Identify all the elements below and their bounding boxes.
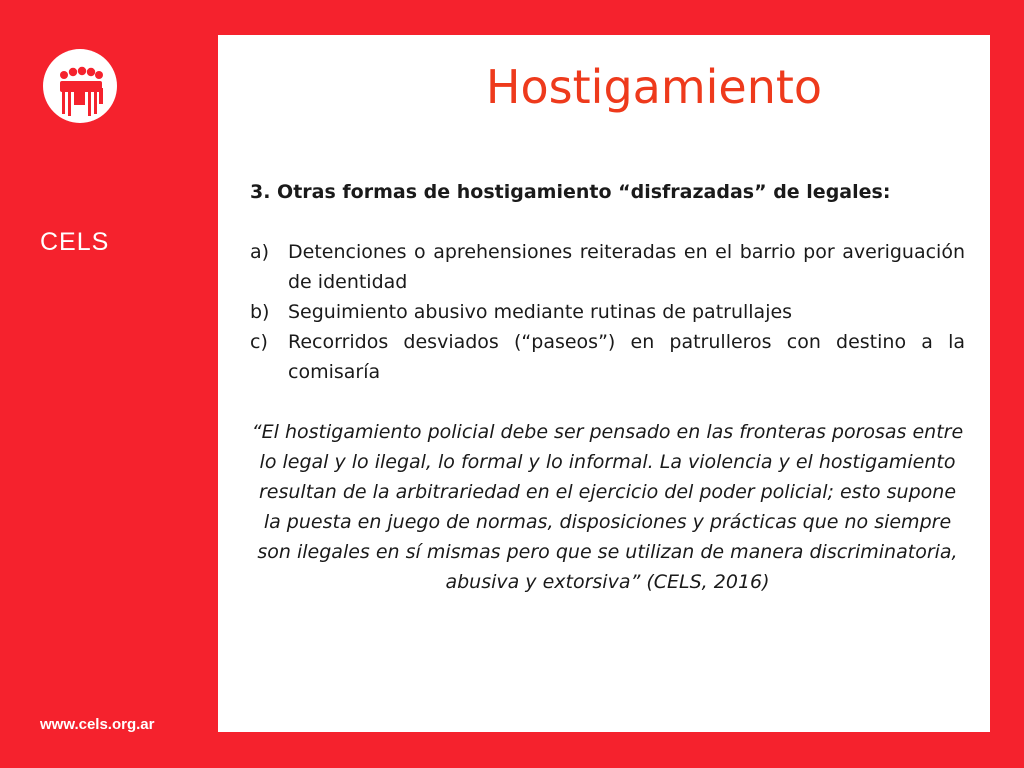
list-marker: c) <box>250 331 268 353</box>
slide-title: Hostigamiento <box>485 60 823 114</box>
sidebar <box>0 0 218 768</box>
list-item <box>250 327 965 387</box>
cels-people-logo-icon <box>42 48 118 124</box>
brand-name: CELS <box>40 228 110 256</box>
forms-list <box>250 237 965 387</box>
slide-body <box>250 177 965 597</box>
list-item-text: Seguimiento abusivo mediante rutinas de patrullajes <box>288 301 793 323</box>
list-item-text: Recorridos desviados (“paseos”) en patrulleros con destino a la comisaría <box>288 331 965 383</box>
list-item-text: Detenciones o aprehensiones reiteradas en el barrio por averiguación de identidad <box>288 241 965 293</box>
citation-quote: “El hostigamiento policial debe ser pensado en las fronteras porosas entre lo legal y lo ilegal, lo formal y lo informal. La violencia y el hostigamiento resultan de la arbitrariedad en el ejercicio del poder policial; esto supone la puesta en juego de normas, disposiciones y prácticas que no siempre son ilegales en sí mismas pero que se utilizan de manera discriminatoria, abusiva y extorsiva” (CELS, 2016) <box>251 421 964 593</box>
list-marker: b) <box>250 301 270 323</box>
section-heading: 3. Otras formas de hostigamiento “disfrazadas” de legales: <box>250 181 891 203</box>
website-link[interactable]: www.cels.org.ar <box>40 716 155 733</box>
content-panel <box>218 35 990 732</box>
list-item <box>250 237 965 297</box>
list-item <box>250 297 965 327</box>
list-marker: a) <box>250 241 270 263</box>
